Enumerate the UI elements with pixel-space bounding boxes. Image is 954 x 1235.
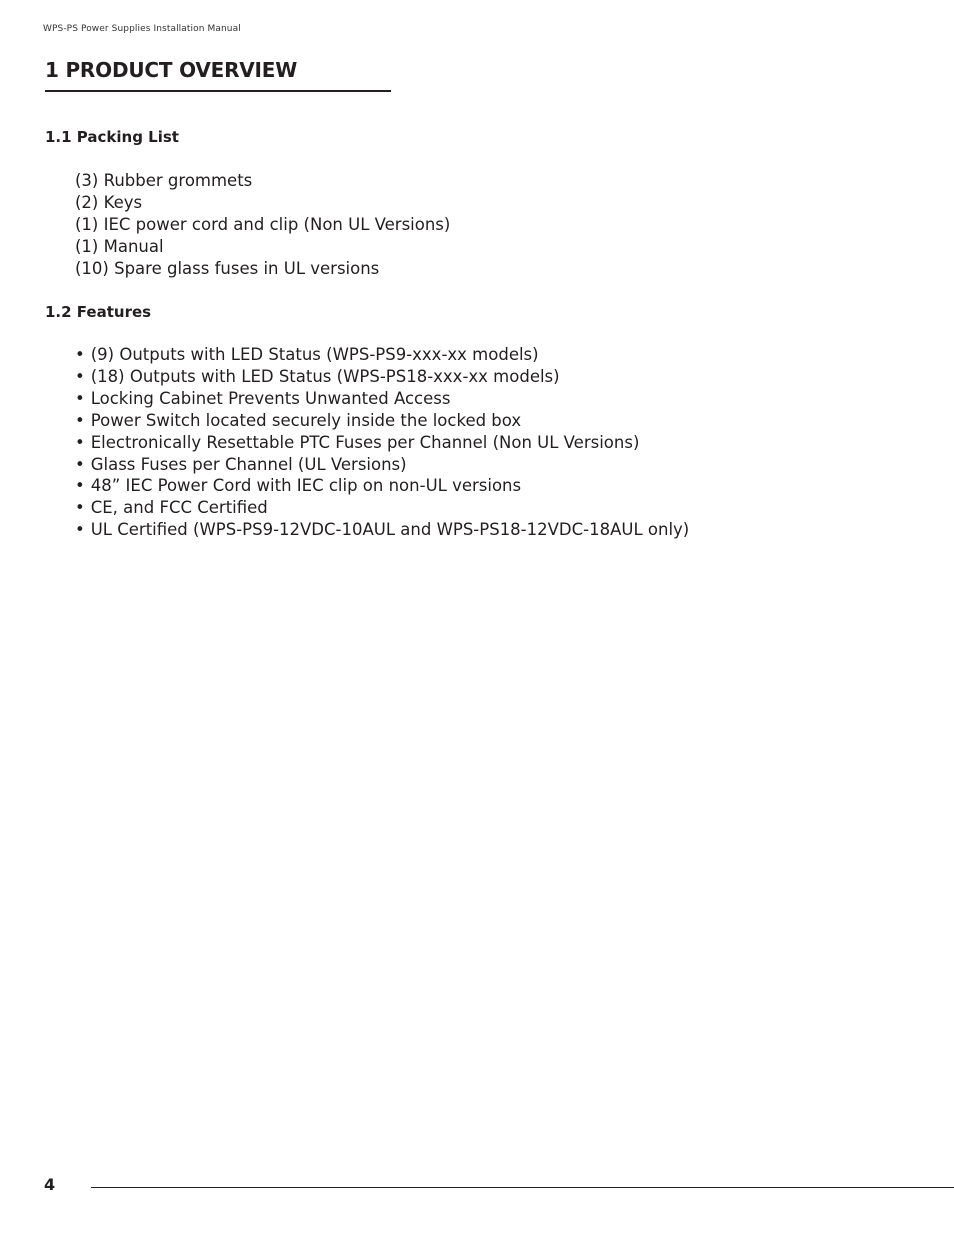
feature-item <box>75 454 689 476</box>
section-title: 1 PRODUCT OVERVIEW <box>45 58 391 92</box>
bullet-icon: • <box>75 476 85 496</box>
packing-list <box>75 170 450 280</box>
bullet-icon: • <box>75 454 85 474</box>
page-number: 4 <box>44 1175 56 1194</box>
packing-list-item: (1) Manual <box>75 236 164 256</box>
feature-text: CE, and FCC Certified <box>90 498 268 518</box>
feature-text: Power Switch located securely inside the locked box <box>90 410 522 430</box>
feature-text: Glass Fuses per Channel (UL Versions) <box>90 454 407 474</box>
running-header: WPS-PS Power Supplies Installation Manual <box>43 24 241 34</box>
feature-item <box>75 366 689 388</box>
bullet-icon: • <box>75 345 85 364</box>
feature-text: UL Certified (WPS-PS9-12VDC-10AUL and WPS-PS18-12VDC-18AUL only) <box>90 520 690 540</box>
packing-list-heading: 1.1 Packing List <box>45 128 179 146</box>
feature-text: (9) Outputs with LED Status (WPS-PS9-xxx-xx models) <box>90 345 539 364</box>
feature-text: Locking Cabinet Prevents Unwanted Access <box>90 388 451 408</box>
bullet-icon: • <box>75 498 85 518</box>
packing-list-item: (1) IEC power cord and clip (Non UL Versions) <box>75 214 451 234</box>
feature-item <box>75 388 689 410</box>
bullet-icon: • <box>75 366 85 386</box>
bullet-icon: • <box>75 432 85 452</box>
feature-text: 48” IEC Power Cord with IEC clip on non-UL versions <box>90 476 522 496</box>
bullet-icon: • <box>75 388 85 408</box>
footer-rule <box>91 1187 954 1188</box>
feature-item <box>75 497 689 519</box>
packing-list-item: (10) Spare glass fuses in UL versions <box>75 258 380 278</box>
bullet-icon: • <box>75 520 85 540</box>
feature-item <box>75 475 689 497</box>
feature-item <box>75 432 689 454</box>
feature-item <box>75 519 689 541</box>
bullet-icon: • <box>75 410 85 430</box>
feature-text: Electronically Resettable PTC Fuses per Channel (Non UL Versions) <box>90 432 640 452</box>
packing-list-item: (3) Rubber grommets <box>75 171 253 190</box>
features-heading: 1.2 Features <box>45 303 152 321</box>
feature-text: (18) Outputs with LED Status (WPS-PS18-xxx-xx models) <box>90 366 560 386</box>
feature-item <box>75 410 689 432</box>
packing-list-item: (2) Keys <box>75 192 143 212</box>
feature-item <box>75 344 689 366</box>
features-list <box>75 344 689 541</box>
